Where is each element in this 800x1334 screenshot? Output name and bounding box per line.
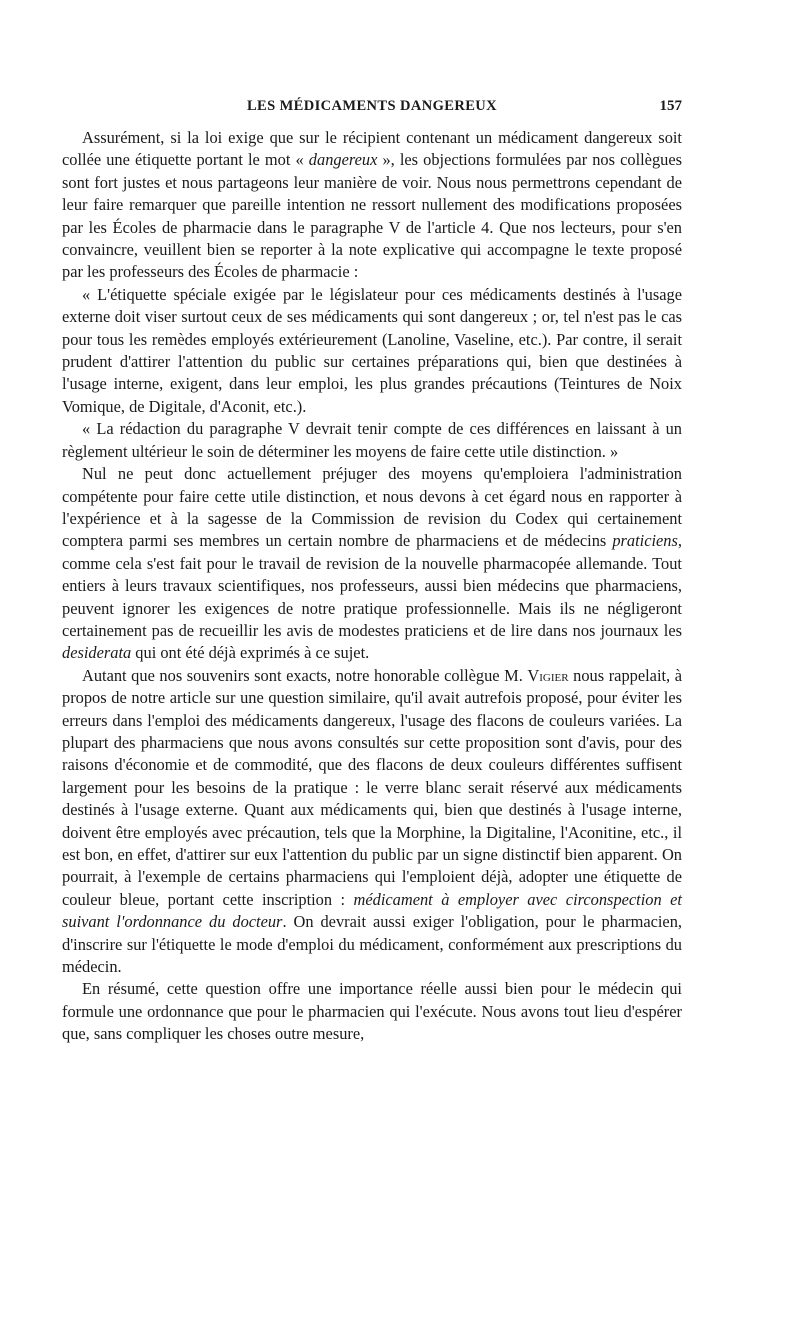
text-run: Nul ne peut donc actuellement préjuger des moyens qu'emploiera l'administration compétente pour faire cette utile distinction, et nous devons à cet égard nous en rapporter à l'expérience et à la sagesse de la Commission de revision du Codex qui certainement comptera parmi ses membres un certain nombre de pharmaciens et de médecins <box>62 464 682 551</box>
running-title: LES MÉDICAMENTS DANGEREUX <box>246 98 498 114</box>
text-run: . On devrait aussi exiger l'obligation, pour le pharmacien, d'inscrire sur l'étiquette le mode d'emploi du médicament, conformément aux prescriptions du médecin. <box>62 912 682 977</box>
text-run: , comme cela s'est fait pour le travail de revision de la nouvelle pharmacopée allemande. Tout entiers à leurs travaux scientifiques, nos professeurs, aussi bien médecins que pharmaciens, peuvent ignorer les exigences de notre pratique professionnelle. Mais ils ne négligeront certainement pas de recueillir les avis de modestes praticiens et de lire dans nos journaux les <box>62 531 682 640</box>
italic-term: desiderata <box>62 643 132 663</box>
page-number: 157 <box>659 98 682 114</box>
text-run: qui ont été déjà exprimés à ce sujet. <box>131 643 370 663</box>
italic-inscription: médicament à employer avec circonspection et suivant l'ordonnance du docteur <box>62 889 682 932</box>
text-run: nous rappelait, à propos de notre article sur une question similaire, qu'il avait autrefois proposé, pour éviter les erreurs dans l'emploi des médicaments dangereux, l'usage des flacons de couleurs variées. La plupart des pharmaciens que nous avons consultés sur cette proposition sont d'avis, pour des raisons d'économie et de commodité, que des flacons de deux couleurs différentes suffisent largement pour les besoins de la pratique : le verre blanc serait réservé aux médicaments destinés à l'usage externe. Quant aux médicaments qui, bien que destinés à l'usage interne, doivent être employés avec précaution, tels que la Morphine, la Digitaline, l'Aconitine, etc., il est bon, en effet, d'attirer sur eux l'attention du public par un signe distinctif bien apparent. On pourrait, à l'exemple de certains pharmaciens qui l'emploient déjà, adopter une étiquette de couleur bleue, portant cette inscription : <box>62 665 682 909</box>
person-name: Vigier <box>527 665 569 685</box>
text-run: Assurément, si la loi exige que sur le récipient contenant un médicament dangereux soit collée une étiquette portant le mot « <box>62 128 682 170</box>
paragraph <box>62 665 682 979</box>
italic-term: dangereux <box>308 150 378 170</box>
quoted-paragraph: « La rédaction du paragraphe V devrait tenir compte de ces différences en laissant à un règlement ultérieur le soin de déterminer les moyens de faire cette utile distinction. » <box>62 419 682 461</box>
quoted-paragraph: « L'étiquette spéciale exigée par le législateur pour ces médicaments destinés à l'usage externe doit viser surtout ceux de ses médicaments qui sont dangereux ; or, tel n'est pas le cas pour tous les remèdes employés extérieurement (Lanoline, Vaseline, etc.). Par contre, il serait prudent d'attirer l'attention du public sur certaines préparations qui, bien que destinées à l'usage interne, exigent, dans leur emploi, les plus grandes précautions (Teintures de Noix Vomique, de Digitale, d'Aconit, etc.). <box>62 284 682 416</box>
page-header <box>62 96 682 120</box>
paragraph <box>62 127 682 284</box>
text-run: », les objections formulées par nos collègues sont fort justes et nous partageons leur manière de voir. Nous nous permettrons cependant de leur faire remarquer que pareille intention ne ressort nullement des modifications proposées par les Écoles de pharmacie dans le paragraphe V de l'article 4. Que nos lecteurs, pour s'en convaincre, veuillent bien se reporter à la note explicative qui accompagne le texte proposé par les professeurs des Écoles de pharmacie : <box>62 150 682 282</box>
paragraph: En résumé, cette question offre une importance réelle aussi bien pour le médecin qui formule une ordonnance que pour le pharmacien qui l'exécute. Nous avons tout lieu d'espérer que, sans compliquer les choses outre mesure, <box>62 979 682 1044</box>
text-run: Autant que nos souvenirs sont exacts, notre honorable collègue M. <box>82 665 528 685</box>
paragraph <box>62 463 682 665</box>
italic-term: praticiens <box>612 531 678 551</box>
body-text <box>62 127 682 1046</box>
